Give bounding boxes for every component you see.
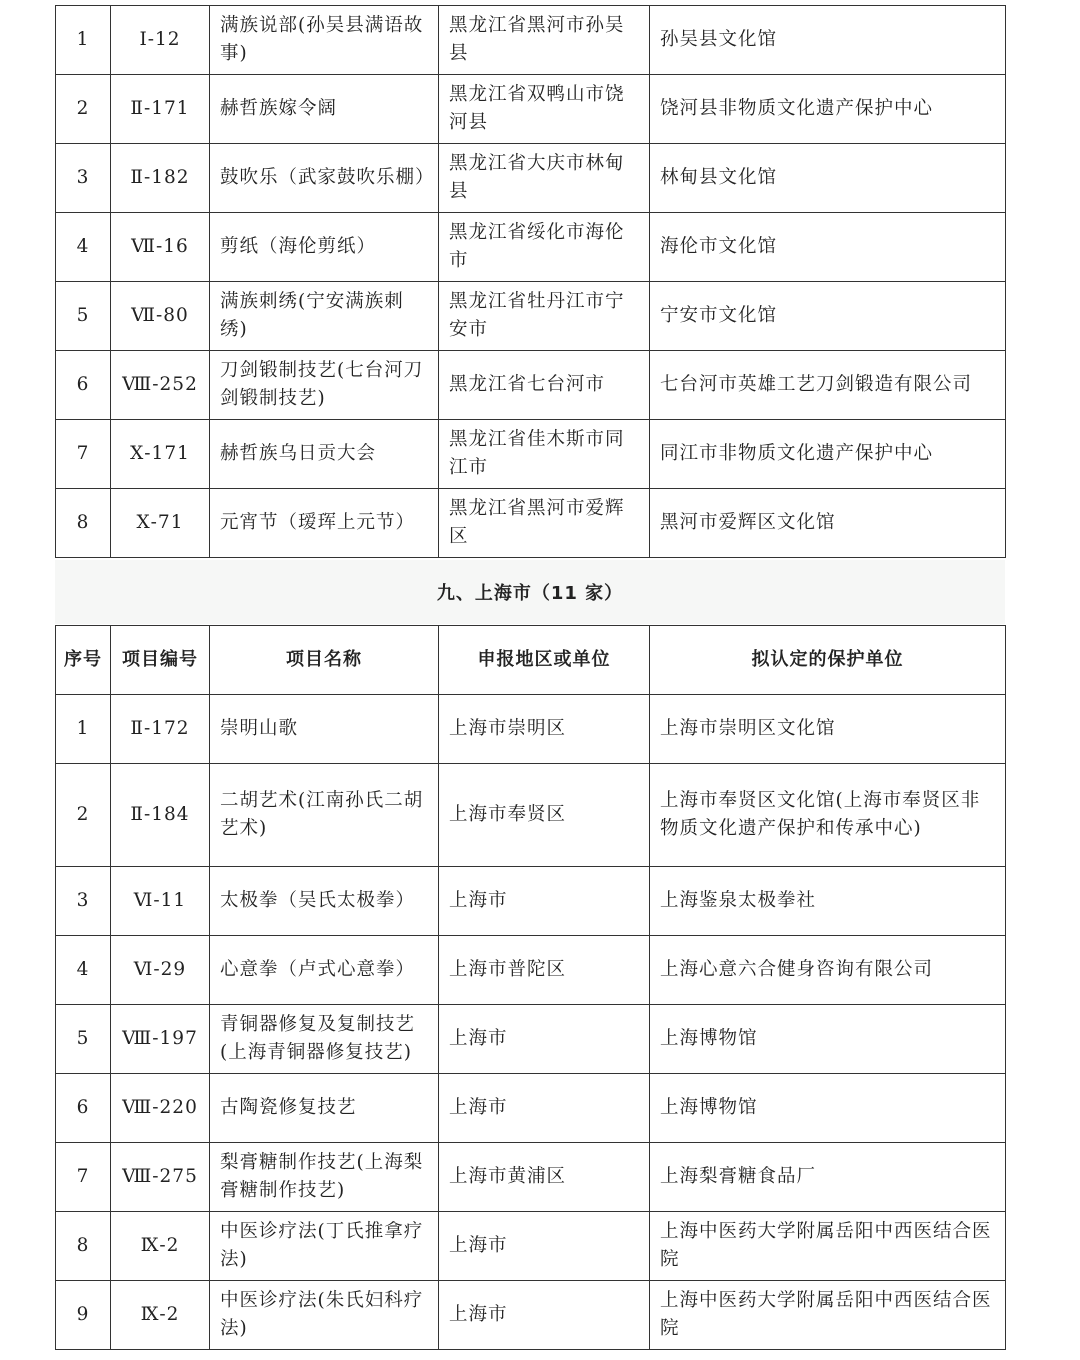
table-row — [56, 351, 1006, 420]
protection-unit: 上海鉴泉太极拳社 — [650, 867, 1006, 936]
applicant-region: 黑龙江省黑河市孙吴县 — [439, 6, 650, 75]
project-code: Ⅷ-275 — [111, 1143, 210, 1212]
row-number: 6 — [56, 1074, 111, 1143]
project-name: 赫哲族乌日贡大会 — [210, 420, 439, 489]
table-row — [56, 144, 1006, 213]
table-row — [56, 1143, 1006, 1212]
row-number: 8 — [56, 1212, 111, 1281]
protection-unit: 海伦市文化馆 — [650, 213, 1006, 282]
header-number: 序号 — [56, 626, 111, 695]
protection-unit: 上海梨膏糖食品厂 — [650, 1143, 1006, 1212]
project-name: 心意拳（卢式心意拳） — [210, 936, 439, 1005]
project-code: Ⅵ-11 — [111, 867, 210, 936]
row-number: 4 — [56, 936, 111, 1005]
row-number: 4 — [56, 213, 111, 282]
table-row — [56, 6, 1006, 75]
section-title: 九、上海市（11 家） — [55, 560, 1005, 624]
table-header-row — [56, 626, 1006, 695]
project-code: Ⅱ-184 — [111, 764, 210, 867]
project-code: Ⅱ-172 — [111, 695, 210, 764]
row-number: 6 — [56, 351, 111, 420]
project-code: Ⅱ-182 — [111, 144, 210, 213]
applicant-region: 上海市 — [439, 867, 650, 936]
table-row — [56, 213, 1006, 282]
project-code: Ⅸ-2 — [111, 1212, 210, 1281]
table-row — [56, 695, 1006, 764]
applicant-region: 黑龙江省大庆市林甸县 — [439, 144, 650, 213]
protection-unit: 上海心意六合健身咨询有限公司 — [650, 936, 1006, 1005]
applicant-region: 上海市 — [439, 1005, 650, 1074]
header-name: 项目名称 — [210, 626, 439, 695]
project-name: 太极拳（吴氏太极拳） — [210, 867, 439, 936]
applicant-region: 黑龙江省佳木斯市同江市 — [439, 420, 650, 489]
table-row — [56, 764, 1006, 867]
project-code: Ⅷ-197 — [111, 1005, 210, 1074]
applicant-region: 上海市普陀区 — [439, 936, 650, 1005]
project-code: Ⅹ-71 — [111, 489, 210, 558]
row-number: 7 — [56, 1143, 111, 1212]
project-name: 鼓吹乐（武家鼓吹乐棚） — [210, 144, 439, 213]
applicant-region: 黑龙江省牡丹江市宁安市 — [439, 282, 650, 351]
project-code: Ⅶ-16 — [111, 213, 210, 282]
row-number: 3 — [56, 867, 111, 936]
project-name: 二胡艺术(江南孙氏二胡艺术) — [210, 764, 439, 867]
project-name: 赫哲族嫁令阔 — [210, 75, 439, 144]
row-number: 8 — [56, 489, 111, 558]
project-name: 中医诊疗法(朱氏妇科疗法) — [210, 1281, 439, 1350]
project-name: 剪纸（海伦剪纸） — [210, 213, 439, 282]
row-number: 3 — [56, 144, 111, 213]
table-row — [56, 75, 1006, 144]
protection-unit: 孙吴县文化馆 — [650, 6, 1006, 75]
applicant-region: 上海市奉贤区 — [439, 764, 650, 867]
table-row — [56, 489, 1006, 558]
header-region: 申报地区或单位 — [439, 626, 650, 695]
applicant-region: 上海市崇明区 — [439, 695, 650, 764]
row-number: 1 — [56, 695, 111, 764]
header-code: 项目编号 — [111, 626, 210, 695]
project-code: Ⅷ-220 — [111, 1074, 210, 1143]
protection-unit: 上海博物馆 — [650, 1005, 1006, 1074]
table-row — [56, 1212, 1006, 1281]
project-name: 崇明山歌 — [210, 695, 439, 764]
table-row — [56, 1281, 1006, 1350]
project-code: Ⅵ-29 — [111, 936, 210, 1005]
table-row — [56, 1005, 1006, 1074]
table-row — [56, 936, 1006, 1005]
project-name: 古陶瓷修复技艺 — [210, 1074, 439, 1143]
protection-unit: 上海市奉贤区文化馆(上海市奉贤区非物质文化遗产保护和传承中心) — [650, 764, 1006, 867]
project-name: 元宵节（瑷珲上元节） — [210, 489, 439, 558]
applicant-region: 上海市黄浦区 — [439, 1143, 650, 1212]
protection-unit: 七台河市英雄工艺刀剑锻造有限公司 — [650, 351, 1006, 420]
project-name: 满族刺绣(宁安满族刺绣) — [210, 282, 439, 351]
project-code: Ⅷ-252 — [111, 351, 210, 420]
project-code: Ⅱ-171 — [111, 75, 210, 144]
applicant-region: 黑龙江省黑河市爱辉区 — [439, 489, 650, 558]
row-number: 2 — [56, 764, 111, 867]
heilongjiang-table — [55, 5, 1006, 558]
project-name: 梨膏糖制作技艺(上海梨膏糖制作技艺) — [210, 1143, 439, 1212]
project-code: Ⅸ-2 — [111, 1281, 210, 1350]
row-number: 9 — [56, 1281, 111, 1350]
applicant-region: 上海市 — [439, 1281, 650, 1350]
header-unit: 拟认定的保护单位 — [650, 626, 1006, 695]
protection-unit: 上海博物馆 — [650, 1074, 1006, 1143]
project-name: 青铜器修复及复制技艺(上海青铜器修复技艺) — [210, 1005, 439, 1074]
row-number: 7 — [56, 420, 111, 489]
table-row — [56, 1074, 1006, 1143]
shanghai-table — [55, 625, 1006, 1350]
applicant-region: 黑龙江省绥化市海伦市 — [439, 213, 650, 282]
project-name: 中医诊疗法(丁氏推拿疗法) — [210, 1212, 439, 1281]
row-number: 5 — [56, 282, 111, 351]
applicant-region: 上海市 — [439, 1074, 650, 1143]
applicant-region: 上海市 — [439, 1212, 650, 1281]
applicant-region: 黑龙江省双鸭山市饶河县 — [439, 75, 650, 144]
protection-unit: 同江市非物质文化遗产保护中心 — [650, 420, 1006, 489]
project-code: Ⅰ-12 — [111, 6, 210, 75]
table-row — [56, 867, 1006, 936]
project-code: Ⅶ-80 — [111, 282, 210, 351]
protection-unit: 上海中医药大学附属岳阳中西医结合医院 — [650, 1281, 1006, 1350]
project-name: 满族说部(孙吴县满语故事) — [210, 6, 439, 75]
project-code: Ⅹ-171 — [111, 420, 210, 489]
protection-unit: 黑河市爱辉区文化馆 — [650, 489, 1006, 558]
protection-unit: 宁安市文化馆 — [650, 282, 1006, 351]
protection-unit: 饶河县非物质文化遗产保护中心 — [650, 75, 1006, 144]
row-number: 1 — [56, 6, 111, 75]
project-name: 刀剑锻制技艺(七台河刀剑锻制技艺) — [210, 351, 439, 420]
row-number: 5 — [56, 1005, 111, 1074]
table-row — [56, 282, 1006, 351]
row-number: 2 — [56, 75, 111, 144]
applicant-region: 黑龙江省七台河市 — [439, 351, 650, 420]
protection-unit: 上海中医药大学附属岳阳中西医结合医院 — [650, 1212, 1006, 1281]
protection-unit: 上海市崇明区文化馆 — [650, 695, 1006, 764]
table-row — [56, 420, 1006, 489]
protection-unit: 林甸县文化馆 — [650, 144, 1006, 213]
